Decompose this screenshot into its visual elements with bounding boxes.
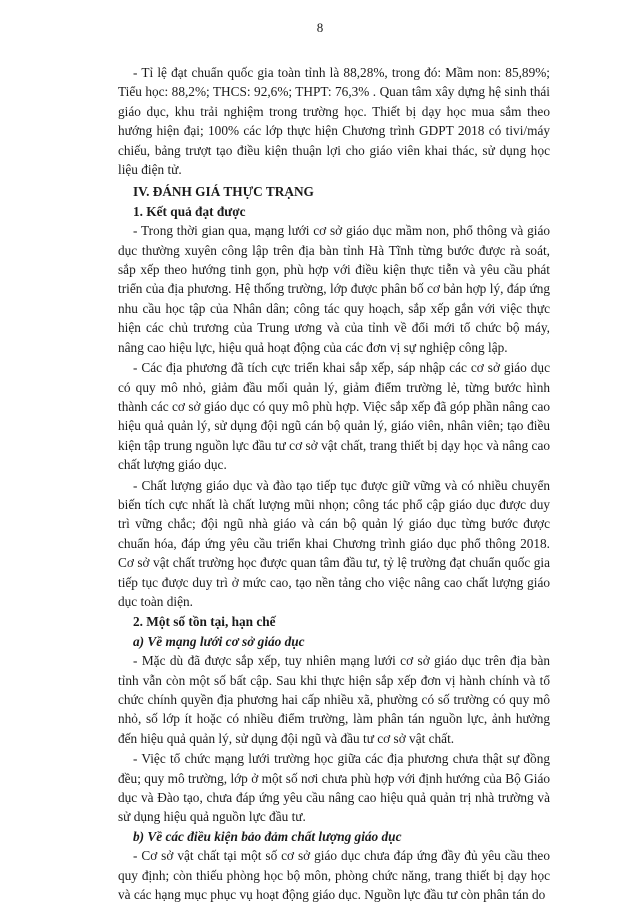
section-heading-iv: IV. ĐÁNH GIÁ THỰC TRẠNG xyxy=(133,184,314,200)
subheading-conditions: b) Về các điều kiện bảo đảm chất lượng giáo dục xyxy=(133,828,402,844)
paragraph-uneven-organization: - Việc tổ chức mạng lưới trường học giữa các địa phương chưa thật sự đồng đều; quy mô trường, lớp ở một số nơi chưa phù hợp với định hướng của Bộ Giáo dục và Đào tạo, chưa đáp ứng yêu cầu nâng cao hiệu quả quản trị nhà trường và sử dụng hiệu quả nguồn lực đầu tư. xyxy=(118,751,550,825)
paragraph-network-arrangement: - Trong thời gian qua, mạng lưới cơ sở giáo dục mầm non, phổ thông và giáo dục thường xuyên công lập trên địa bàn tỉnh Hà Tĩnh từng bước được rà soát, sắp xếp theo hướng tinh gọn, phù hợp với điều kiện thực tiễn và yêu cầu phát triển của địa phương. Hệ thống trường, lớp được phân bố cơ bản hợp lý, đáp ứng nhu cầu học tập của Nhân dân; công tác quy hoạch, sắp xếp gắn với việc thực hiện các chủ trương của Trung ương và của tỉnh về đổi mới tổ chức bộ máy, nâng cao hiệu lực, hiệu quả hoạt động của các đơn vị sự nghiệp công lập. xyxy=(118,223,550,355)
paragraph-education-quality: - Chất lượng giáo dục và đào tạo tiếp tục được giữ vững và có nhiều chuyển biến tích cực nhất là chất lượng mũi nhọn; công tác phổ cập giáo dục được duy trì vững chắc; đội ngũ nhà giáo và cán bộ quản lý giáo dục từng bước được chuẩn hóa, đáp ứng yêu cầu triển khai Chương trình giáo dục phổ thông 2018. Cơ sở vật chất trường học được quan tâm đầu tư, tỷ lệ trường đạt chuẩn quốc gia tiếp tục được duy trì ở mức cao, tạo nền tảng cho việc nâng cao chất lượng giáo dục toàn diện. xyxy=(118,477,550,609)
paragraph-network-issues: - Mặc dù đã được sắp xếp, tuy nhiên mạng lưới cơ sở giáo dục trên địa bàn tỉnh vẫn còn một số bất cập. Sau khi thực hiện sắp xếp đơn vị hành chính và tổ chức chính quyền địa phương hai cấp nhiều xã, phường có số trường có quy mô nhỏ, số lớp ít hoặc có nhiều điểm trường, làm phân tán nguồn lực, ảnh hưởng đến hiệu quả quản lý, sử dụng đội ngũ và đầu tư cơ sở vật chất. xyxy=(118,653,550,746)
document-body xyxy=(118,63,550,904)
paragraph-mergers: - Các địa phương đã tích cực triển khai sắp xếp, sáp nhập các cơ sở giáo dục có quy mô nhỏ, giảm đầu mối quản lý, giảm điểm trường lẻ, từng bước hình thành các cơ sở giáo dục có quy mô phù hợp. Việc sắp xếp đã góp phần nâng cao hiệu quả quản lý, sử dụng đội ngũ cán bộ quản lý, giáo viên, nhân viên; tạo điều kiện tập trung nguồn lực đầu tư cơ sở vật chất, trang thiết bị dạy học và nâng cao chất lượng giáo dục. xyxy=(118,360,550,473)
page-number: 8 xyxy=(316,20,324,35)
subheading-results: 1. Kết quả đạt được xyxy=(133,203,246,219)
subheading-network: a) Về mạng lưới cơ sở giáo dục xyxy=(133,633,305,649)
paragraph-facilities: - Cơ sở vật chất tại một số cơ sở giáo dục chưa đáp ứng đầy đủ yêu cầu theo quy định; còn thiếu phòng học bộ môn, phòng chức năng, trang thiết bị dạy học và các hạng mục phục vụ hoạt động giáo dục. Nguồn lực đầu tư còn phân tán do xyxy=(118,848,550,903)
paragraph-quality-standards: - Tỉ lệ đạt chuẩn quốc gia toàn tỉnh là 88,28%, trong đó: Mầm non: 85,89%; Tiểu học: 88,2%; THCS: 92,6%; THPT: 76,3% . Quan tâm xây dựng hệ sinh thái giáo dục, khu trải nghiệm trong trường học. Thiết bị dạy học mua sắm theo hướng hiện đại; 100% các lớp thực hiện Chương trình GDPT 2018 có tivi/máy chiếu, bảng trượt tạo điều kiện thuận lợi cho giáo viên khai thác, sử dụng học liệu điện tử. xyxy=(118,65,550,178)
subheading-limitations: 2. Một số tồn tại, hạn chế xyxy=(133,614,276,630)
